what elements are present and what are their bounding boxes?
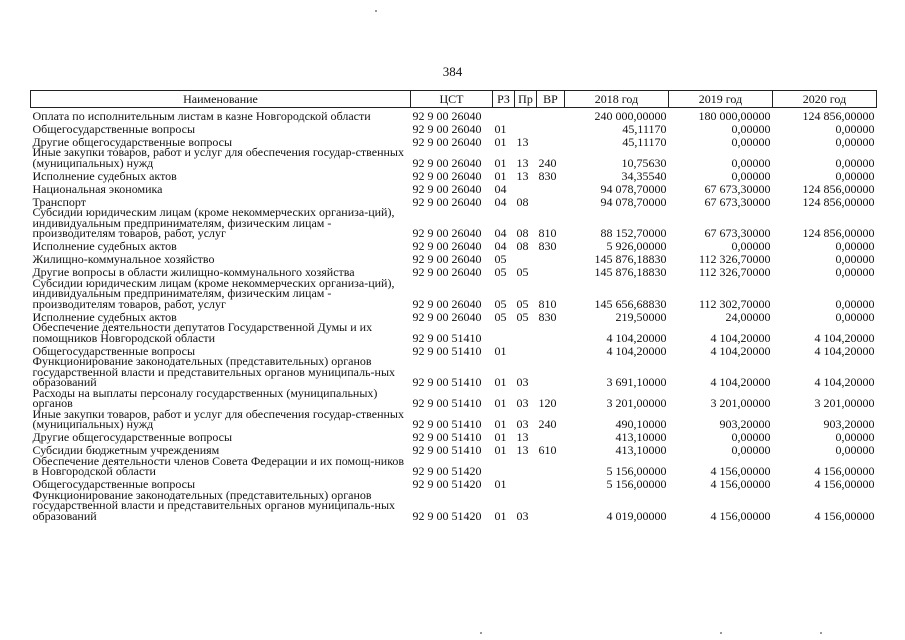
scan-speck — [375, 10, 377, 12]
col-header-rz: РЗ — [493, 91, 515, 108]
table-row — [31, 490, 877, 522]
table-row — [31, 252, 877, 265]
row-rz: 05 — [494, 252, 507, 266]
row-name: Другие общегосударственные вопросы — [32, 430, 233, 444]
row-pr: 03 — [516, 417, 529, 431]
row-name: Оплата по исполнительным листам в казне Новгородской области — [32, 108, 371, 123]
row-rz: 04 — [494, 181, 507, 196]
row-2020: 0,00000 — [835, 155, 875, 170]
row-name: Транспорт — [32, 194, 86, 209]
row-rz: 05 — [494, 309, 507, 324]
row-2020: 0,00000 — [835, 239, 875, 253]
row-2019: 0,00000 — [731, 121, 771, 136]
row-vr — [537, 194, 565, 207]
row-2018: 145 876,18830 — [594, 265, 667, 279]
table-row — [31, 356, 877, 388]
row-2018: 94 078,70000 — [600, 194, 667, 209]
col-header-cst: ЦСТ — [411, 91, 493, 108]
row-pr: 03 — [516, 375, 529, 389]
row-2020: 4 156,00000 — [814, 477, 875, 491]
row-pr: 05 — [516, 309, 529, 324]
row-name: Жилищно-коммунальное хозяйство — [32, 252, 215, 266]
row-rz: 04 — [494, 239, 507, 253]
row-vr — [537, 490, 565, 522]
row-rz: 01 — [494, 477, 507, 491]
row-2018: 145 656,68830 — [594, 296, 667, 311]
row-pr: 08 — [516, 226, 529, 240]
row-2019: 67 673,30000 — [704, 181, 771, 196]
row-2019: 180 000,00000 — [698, 108, 771, 123]
row-2020: 124 856,00000 — [802, 194, 875, 209]
row-2019: 0,00000 — [731, 134, 771, 149]
row-rz: 05 — [494, 265, 507, 279]
row-cst: 92 9 00 26040 — [412, 108, 482, 123]
row-2018: 4 019,00000 — [606, 508, 667, 523]
row-name: Исполнение судебных актов — [32, 239, 177, 253]
scan-speck — [820, 632, 822, 634]
row-cst: 92 9 00 51410 — [412, 375, 482, 389]
row-rz: 01 — [494, 121, 507, 136]
row-2018: 4 104,20000 — [606, 330, 667, 345]
row-pr: 03 — [516, 508, 529, 523]
row-rz: 01 — [494, 168, 507, 183]
row-cst: 92 9 00 51410 — [412, 430, 482, 444]
row-2018: 94 078,70000 — [600, 181, 667, 196]
row-2020: 4 156,00000 — [814, 508, 875, 523]
row-2019: 0,00000 — [731, 239, 771, 253]
table-row — [31, 239, 877, 252]
table-row — [31, 278, 877, 310]
row-pr — [515, 108, 537, 122]
row-pr — [515, 181, 537, 194]
row-vr — [537, 252, 565, 265]
row-2018: 145 876,18830 — [594, 252, 667, 266]
row-pr: 05 — [516, 296, 529, 311]
row-2019: 24,00000 — [725, 309, 771, 324]
row-2018: 413,10000 — [615, 443, 667, 457]
row-2018: 45,11170 — [622, 134, 667, 149]
row-2018: 45,11170 — [622, 121, 667, 136]
row-name: Общегосударственные вопросы — [32, 477, 196, 491]
col-header-2019: 2019 год — [669, 91, 773, 108]
row-cst: 92 9 00 26040 — [412, 226, 482, 240]
row-pr — [515, 252, 537, 265]
row-vr — [537, 430, 565, 443]
row-2020: 903,20000 — [823, 417, 875, 431]
row-2020: 0,00000 — [835, 168, 875, 183]
row-2020: 0,00000 — [835, 296, 875, 311]
row-2018: 219,50000 — [615, 309, 667, 324]
row-2018: 5 156,00000 — [606, 477, 667, 491]
row-rz: 01 — [494, 155, 507, 170]
row-cst: 92 9 00 51420 — [412, 477, 482, 491]
row-cst: 92 9 00 26040 — [412, 181, 482, 196]
row-2020: 0,00000 — [835, 134, 875, 149]
row-2019: 4 156,00000 — [710, 464, 771, 478]
row-rz: 04 — [494, 194, 507, 209]
row-pr — [515, 343, 537, 356]
row-2018: 34,35540 — [621, 168, 667, 183]
row-vr — [537, 477, 565, 490]
row-name: Субсидии юридическим лицам (кроме некоммерческих организа-ций), индивидуальным предпринимателям, физическим лицам - производителям товаров, работ, услуг — [32, 205, 395, 240]
row-cst: 92 9 00 51410 — [412, 417, 482, 431]
row-rz: 01 — [494, 417, 507, 431]
row-2020: 0,00000 — [835, 430, 875, 444]
row-cst: 92 9 00 26040 — [412, 121, 482, 136]
row-vr — [537, 343, 565, 356]
row-cst: 92 9 00 26040 — [412, 194, 482, 209]
scan-speck — [720, 632, 722, 634]
row-vr: 240 — [538, 155, 557, 170]
row-cst: 92 9 00 51420 — [412, 508, 482, 523]
row-2018: 5 156,00000 — [606, 464, 667, 478]
row-2019: 3 201,00000 — [710, 396, 771, 410]
row-rz: 04 — [494, 226, 507, 240]
row-name: Расходы на выплаты персоналу государственных (муниципальных) органов — [32, 385, 378, 410]
row-vr: 610 — [538, 443, 557, 457]
row-2019: 0,00000 — [731, 155, 771, 170]
row-pr: 03 — [516, 396, 529, 410]
row-2020: 0,00000 — [835, 443, 875, 457]
row-2018: 10,75630 — [621, 155, 667, 170]
row-2020: 4 104,20000 — [814, 330, 875, 345]
row-cst: 92 9 00 26040 — [412, 155, 482, 170]
row-2020: 3 201,00000 — [814, 396, 875, 410]
col-header-name: Наименование — [31, 91, 411, 108]
table-row — [31, 168, 877, 181]
row-2020: 4 104,20000 — [814, 343, 875, 358]
row-pr: 08 — [516, 239, 529, 253]
row-vr: 810 — [538, 226, 557, 240]
table-row — [31, 181, 877, 194]
row-rz: 01 — [494, 430, 507, 444]
row-pr: 13 — [516, 430, 529, 444]
row-2019: 4 104,20000 — [710, 343, 771, 358]
row-name: Иные закупки товаров, работ и услуг для обеспечения государ-ственных (муниципальных) нужд — [32, 145, 404, 170]
row-pr — [515, 477, 537, 490]
row-name: Субсидии бюджетным учреждениям — [32, 443, 220, 457]
row-pr: 13 — [516, 443, 529, 457]
row-vr — [537, 265, 565, 278]
budget-table — [30, 90, 877, 521]
row-2019: 4 156,00000 — [710, 508, 771, 523]
row-cst: 92 9 00 26040 — [412, 252, 482, 266]
row-cst: 92 9 00 26040 — [412, 309, 482, 324]
row-2018: 240 000,00000 — [594, 108, 667, 123]
row-2019: 4 156,00000 — [710, 477, 771, 491]
row-2018: 88 152,70000 — [600, 226, 667, 240]
row-rz: 01 — [494, 134, 507, 149]
row-rz: 01 — [494, 343, 507, 358]
row-2020: 124 856,00000 — [802, 181, 875, 196]
table-row — [31, 430, 877, 443]
row-name: Национальная экономика — [32, 181, 163, 196]
row-vr — [537, 356, 565, 388]
row-rz: 01 — [494, 375, 507, 389]
row-cst: 92 9 00 26040 — [412, 168, 482, 183]
row-2019: 0,00000 — [731, 430, 771, 444]
row-2019: 67 673,30000 — [704, 194, 771, 209]
row-2019: 0,00000 — [731, 168, 771, 183]
row-name: Функционирование законодательных (представительных) органов государственной власти и представительных органов муниципаль-ных образований — [32, 354, 396, 389]
row-cst: 92 9 00 51410 — [412, 343, 482, 358]
row-2020: 0,00000 — [835, 265, 875, 279]
table-row — [31, 388, 877, 409]
row-2019: 67 673,30000 — [704, 226, 771, 240]
row-2019: 903,20000 — [719, 417, 771, 431]
row-cst: 92 9 00 51410 — [412, 443, 482, 457]
col-header-vr: ВР — [537, 91, 565, 108]
row-pr — [515, 456, 537, 477]
row-name: Иные закупки товаров, работ и услуг для обеспечения государ-ственных (муниципальных) нужд — [32, 406, 404, 431]
row-cst: 92 9 00 26040 — [412, 239, 482, 253]
row-pr: 05 — [516, 265, 529, 279]
row-rz — [493, 322, 515, 343]
row-vr — [537, 134, 565, 147]
row-2020: 0,00000 — [835, 252, 875, 266]
row-cst: 92 9 00 26040 — [412, 134, 482, 149]
row-name: Исполнение судебных актов — [32, 309, 177, 324]
row-vr: 810 — [538, 296, 557, 311]
row-vr — [537, 456, 565, 477]
row-rz — [493, 108, 515, 122]
row-2018: 5 926,00000 — [606, 239, 667, 253]
row-name: Другие вопросы в области жилищно-коммунального хозяйства — [32, 265, 355, 279]
row-rz: 01 — [494, 443, 507, 457]
table-row — [31, 207, 877, 239]
table-header-row — [31, 91, 877, 108]
row-rz: 05 — [494, 296, 507, 311]
row-2019: 0,00000 — [731, 443, 771, 457]
row-2018: 4 104,20000 — [606, 343, 667, 358]
row-name: Обеспечение деятельности членов Совета Федерации и их помощ-ников в Новгородской области — [32, 453, 405, 478]
row-vr — [537, 181, 565, 194]
table-row — [31, 121, 877, 134]
row-2019: 112 326,70000 — [698, 265, 771, 279]
row-2020: 4 104,20000 — [814, 375, 875, 389]
row-2019: 4 104,20000 — [710, 330, 771, 345]
col-header-pr: Пр — [515, 91, 537, 108]
row-vr — [537, 322, 565, 343]
row-2020: 0,00000 — [835, 309, 875, 324]
row-pr — [515, 322, 537, 343]
scan-speck — [480, 632, 482, 634]
row-cst: 92 9 00 26040 — [412, 265, 482, 279]
col-header-2018: 2018 год — [565, 91, 669, 108]
row-pr: 13 — [516, 168, 529, 183]
row-rz — [493, 456, 515, 477]
row-vr: 830 — [538, 239, 557, 253]
row-2018: 413,10000 — [615, 430, 667, 444]
row-name: Субсидии юридическим лицам (кроме некоммерческих организа-ций), индивидуальным предпринимателям, физическим лицам - производителям товаров, работ, услуг — [32, 275, 395, 311]
row-2019: 112 326,70000 — [698, 252, 771, 266]
row-vr — [537, 121, 565, 134]
row-2019: 4 104,20000 — [710, 375, 771, 389]
page-number: 384 — [442, 64, 463, 79]
row-2020: 0,00000 — [835, 121, 875, 136]
row-vr — [537, 108, 565, 122]
row-pr — [515, 121, 537, 134]
row-2018: 3 201,00000 — [606, 396, 667, 410]
row-cst: 92 9 00 26040 — [412, 296, 482, 311]
table-row — [31, 322, 877, 343]
row-2019: 112 302,70000 — [698, 296, 771, 311]
row-name: Общегосударственные вопросы — [32, 121, 196, 136]
row-2020: 124 856,00000 — [802, 226, 875, 240]
row-pr: 13 — [516, 134, 529, 149]
row-vr: 830 — [538, 309, 557, 324]
row-name: Исполнение судебных актов — [32, 168, 177, 183]
table-row — [31, 456, 877, 477]
row-cst: 92 9 00 51420 — [412, 464, 482, 478]
row-name: Обеспечение деятельности депутатов Государственной Думы и их помощников Новгородской области — [32, 320, 373, 345]
row-cst: 92 9 00 51410 — [412, 330, 482, 345]
row-2020: 4 156,00000 — [814, 464, 875, 478]
row-name: Другие общегосударственные вопросы — [32, 134, 233, 149]
row-rz: 01 — [494, 396, 507, 410]
table-row — [31, 147, 877, 168]
row-rz: 01 — [494, 508, 507, 523]
table-row — [31, 108, 877, 122]
row-pr: 13 — [516, 155, 529, 170]
row-2018: 3 691,10000 — [606, 375, 667, 389]
row-pr: 08 — [516, 194, 529, 209]
col-header-2020: 2020 год — [773, 91, 877, 108]
row-cst: 92 9 00 51410 — [412, 396, 482, 410]
row-name: Функционирование законодательных (представительных) органов государственной власти и представительных органов муниципаль-ных образований — [32, 487, 396, 523]
row-2020: 124 856,00000 — [802, 108, 875, 123]
row-vr: 240 — [538, 417, 557, 431]
row-vr: 830 — [538, 168, 557, 183]
row-2018: 490,10000 — [615, 417, 667, 431]
row-vr: 120 — [538, 396, 557, 410]
table-row — [31, 409, 877, 430]
row-name: Общегосударственные вопросы — [32, 343, 196, 358]
